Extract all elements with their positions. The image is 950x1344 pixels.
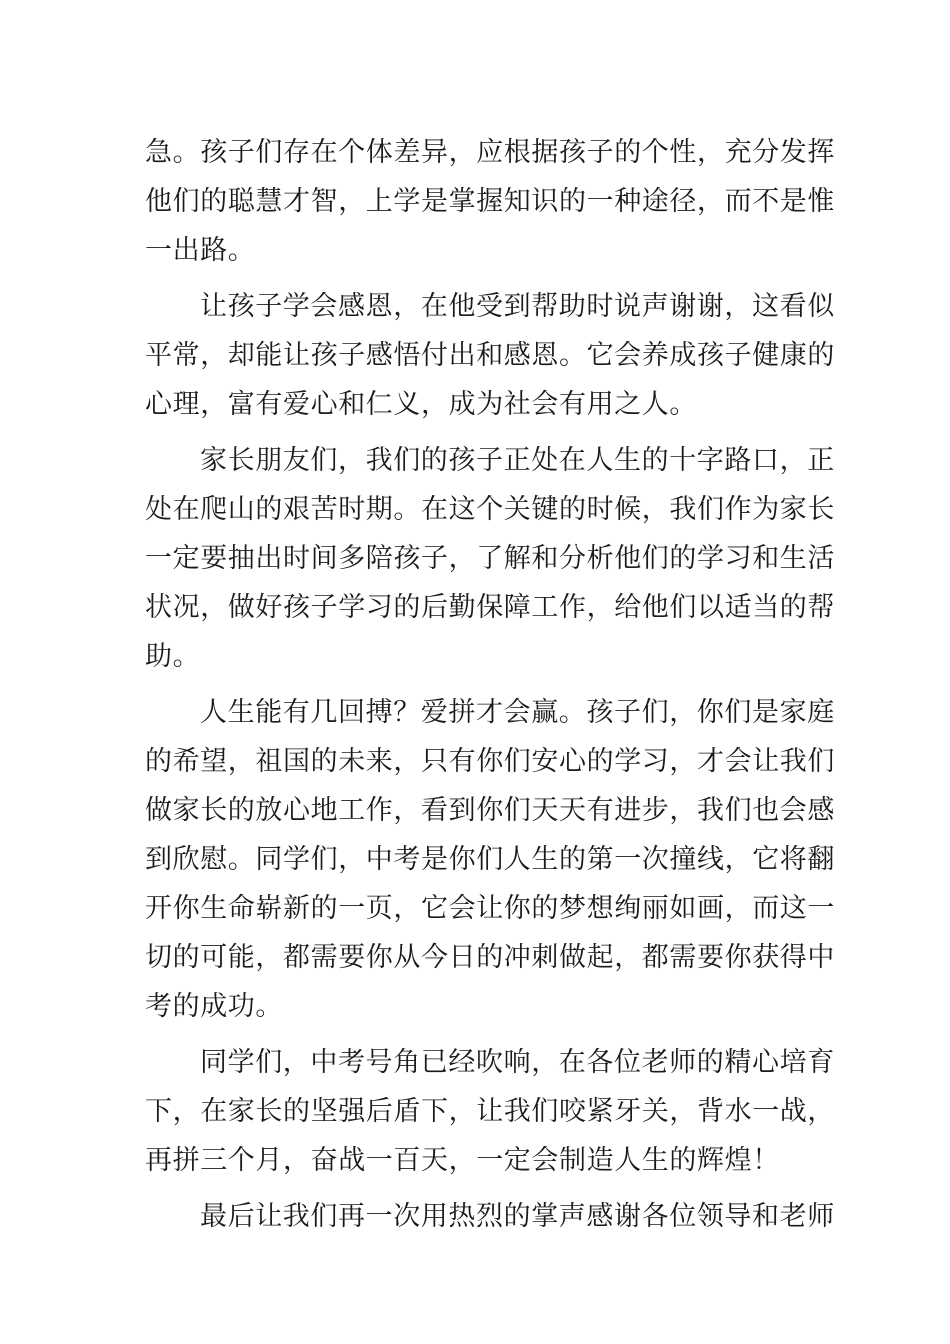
paragraph-3-line-3: 一定要抽出时间多陪孩子，了解和分析他们的学习和生活	[145, 543, 835, 574]
document-body	[145, 128, 835, 1241]
paragraph-4-line-4: 到欣慰。同学们，中考是你们人生的第一次撞线，它将翻	[145, 844, 835, 875]
paragraph-1-line-1: 急。孩子们存在个体差异，应根据孩子的个性，充分发挥	[145, 137, 835, 168]
paragraph-4-line-6: 切的可能，都需要你从今日的冲刺做起，都需要你获得中	[145, 942, 835, 973]
paragraph-5-line-2: 下，在家长的坚强后盾下，让我们咬紧牙关，背水一战，	[145, 1096, 835, 1127]
paragraph-5-line-1: 同学们，中考号角已经吹响，在各位老师的精心培育	[200, 1047, 835, 1078]
paragraph-4-line-2: 的希望，祖国的未来，只有你们安心的学习，才会让我们	[145, 746, 835, 777]
paragraph-4-line-5: 开你生命崭新的一页，它会让你的梦想绚丽如画，而这一	[145, 893, 835, 924]
paragraph-2-line-1: 让孩子学会感恩，在他受到帮助时说声谢谢，这看似	[200, 291, 835, 322]
paragraph-1-line-2: 他们的聪慧才智，上学是掌握知识的一种途径，而不是惟	[145, 186, 835, 217]
paragraph-4-line-3: 做家长的放心地工作，看到你们天天有进步，我们也会感	[145, 795, 835, 826]
paragraph-4-line-1: 人生能有几回搏？爱拼才会赢。孩子们，你们是家庭	[200, 697, 835, 728]
paragraph-3-line-4: 状况，做好孩子学习的后勤保障工作，给他们以适当的帮	[145, 592, 835, 623]
paragraph-3-line-2: 处在爬山的艰苦时期。在这个关键的时候，我们作为家长	[145, 494, 835, 525]
paragraph-2-line-2: 平常，却能让孩子感悟付出和感恩。它会养成孩子健康的	[145, 340, 835, 371]
paragraph-4-line-7: 考的成功。	[145, 991, 283, 1022]
paragraph-3-line-5: 助。	[145, 641, 201, 672]
paragraph-1-line-3: 一出路。	[145, 235, 256, 266]
paragraph-2-line-3: 心理，富有爱心和仁义，成为社会有用之人。	[145, 389, 697, 420]
paragraph-6-line-1: 最后让我们再一次用热烈的掌声感谢各位领导和老师	[200, 1201, 835, 1232]
paragraph-3-line-1: 家长朋友们，我们的孩子正处在人生的十字路口，正	[200, 445, 835, 476]
paragraph-5-line-3: 再拼三个月，奋战一百天，一定会制造人生的辉煌！	[145, 1145, 780, 1176]
